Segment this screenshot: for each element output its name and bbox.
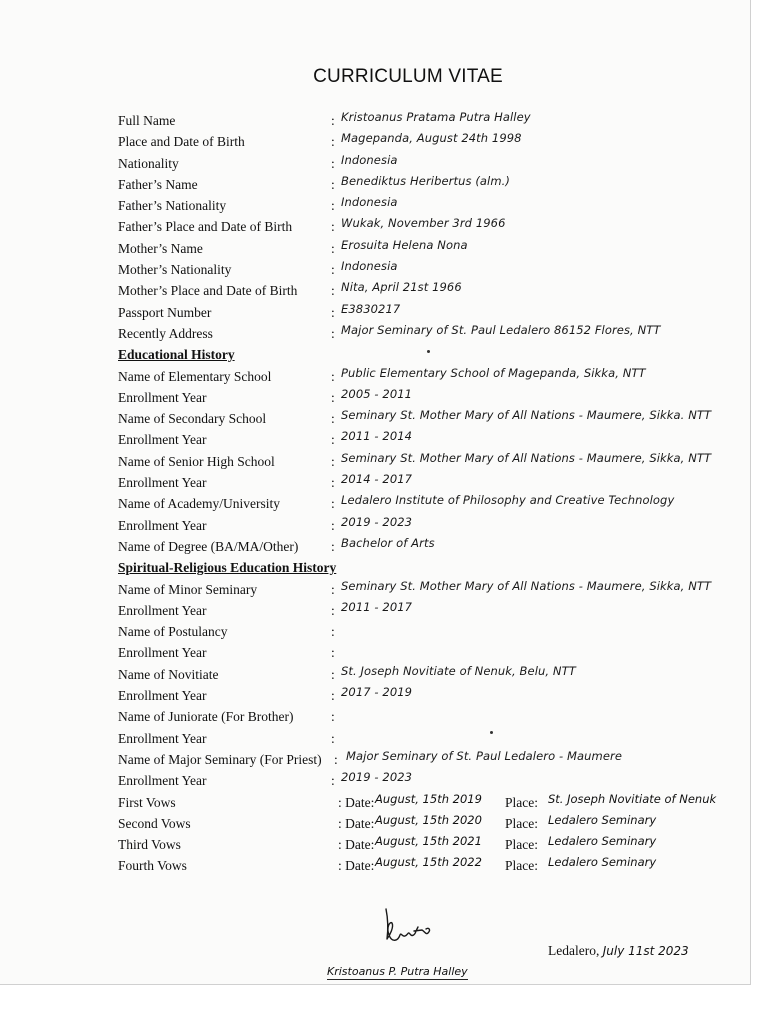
- field-colon: :: [331, 304, 335, 320]
- field-minor-seminary: [118, 579, 748, 600]
- field-label: Name of Minor Seminary: [118, 581, 258, 597]
- field-label: Recently Address: [118, 325, 213, 341]
- field-value: 2005 - 2011: [341, 386, 413, 401]
- field-colon: :: [331, 688, 335, 704]
- field-colon: :: [331, 198, 335, 214]
- field-value: Kristoanus Pratama Putra Halley: [341, 110, 531, 124]
- scan-speck: [427, 350, 430, 353]
- vow-date: August, 15th 2020: [375, 812, 482, 827]
- field-label: Enrollment Year: [118, 645, 207, 661]
- field-value: Nita, April 21st 1966: [341, 280, 462, 295]
- field-value: Seminary St. Mother Mary of All Nations - Maumere, Sikka, NTT: [341, 450, 712, 465]
- section-heading: Spiritual-Religious Education History: [118, 560, 337, 576]
- field-degree: [118, 536, 748, 557]
- field-label: Name of Juniorate (For Brother): [118, 709, 294, 725]
- vow-date-label: : Date:: [338, 794, 375, 810]
- field-colon: :: [331, 538, 335, 554]
- field-enrollment-year: [118, 600, 748, 621]
- field-colon: :: [331, 475, 335, 491]
- vow-place: Ledalero Seminary: [548, 855, 657, 870]
- scan-speck: [490, 731, 493, 734]
- field-label: Enrollment Year: [118, 773, 207, 789]
- field-colon: :: [331, 432, 335, 448]
- field-label: Name of Novitiate: [118, 666, 219, 682]
- field-birth: [118, 131, 748, 152]
- field-colon: :: [331, 283, 335, 299]
- field-label: Enrollment Year: [118, 602, 207, 618]
- field-colon: :: [331, 113, 335, 128]
- field-colon: :: [331, 219, 335, 235]
- field-value: 2019 - 2023: [341, 514, 413, 529]
- field-value: 2011 - 2017: [341, 599, 413, 614]
- field-value: Seminary St. Mother Mary of All Nations - Maumere, Sikka. NTT: [341, 408, 712, 423]
- field-value: 2011 - 2014: [341, 429, 413, 444]
- field-value: Major Seminary of St. Paul Ledalero 86152 Flores, NTT: [341, 322, 661, 337]
- vow-date: August, 15th 2021: [375, 834, 482, 849]
- field-label: Father’s Name: [118, 176, 198, 192]
- field-colon: :: [331, 453, 335, 469]
- field-label: Passport Number: [118, 304, 212, 320]
- signature-name: Kristoanus P. Putra Halley: [327, 965, 468, 978]
- field-mother-name: [118, 238, 748, 259]
- field-value: Ledalero Institute of Philosophy and Creative Technology: [341, 493, 675, 508]
- field-value: Bachelor of Arts: [341, 535, 435, 550]
- field-colon: :: [331, 155, 335, 171]
- field-value: Erosuita Helena Nona: [341, 237, 468, 252]
- field-colon: :: [331, 389, 335, 405]
- field-label: Enrollment Year: [118, 389, 207, 405]
- field-label: Nationality: [118, 155, 179, 171]
- vow-date-label: : Date:: [338, 837, 375, 853]
- field-address: [118, 323, 748, 344]
- vow-label: First Vows: [118, 794, 176, 810]
- field-colon: :: [334, 751, 338, 767]
- field-university: [118, 493, 748, 514]
- vow-place-label: Place:: [505, 815, 538, 831]
- field-label: Mother’s Place and Date of Birth: [118, 283, 298, 299]
- cv-fields: [118, 110, 748, 877]
- field-label: Enrollment Year: [118, 730, 207, 746]
- field-value: Indonesia: [341, 152, 398, 167]
- vow-place-label: Place:: [505, 837, 538, 853]
- field-juniorate: [118, 706, 748, 727]
- field-value: 2017 - 2019: [341, 685, 413, 700]
- field-colon: :: [331, 709, 335, 725]
- field-value: Benediktus Heribertus (alm.): [341, 173, 510, 188]
- field-father-name: [118, 174, 748, 195]
- field-colon: :: [331, 325, 335, 341]
- field-label: Name of Major Seminary (For Priest): [118, 751, 322, 767]
- field-label: Full Name: [118, 113, 176, 128]
- vow-place-label: Place:: [505, 858, 538, 874]
- field-value: Wukak, November 3rd 1966: [341, 216, 506, 231]
- field-postulancy: [118, 621, 748, 642]
- vow-fourth: [118, 855, 748, 876]
- page-title: CURRICULUM VITAE: [313, 66, 503, 87]
- field-colon: :: [331, 581, 335, 597]
- field-label: Name of Secondary School: [118, 411, 267, 427]
- field-label: Name of Degree (BA/MA/Other): [118, 538, 299, 554]
- field-value: 2019 - 2023: [341, 770, 413, 785]
- field-label: Name of Senior High School: [118, 453, 275, 469]
- field-elementary-school: [118, 366, 748, 387]
- field-label: Name of Elementary School: [118, 368, 272, 384]
- field-value: Major Seminary of St. Paul Ledalero - Maumere: [346, 748, 623, 763]
- vow-date-label: : Date:: [338, 815, 375, 831]
- field-value: Indonesia: [341, 259, 398, 274]
- signing-date: July 11st 2023: [602, 944, 689, 958]
- vow-date-label: : Date:: [338, 858, 375, 874]
- field-colon: :: [331, 666, 335, 682]
- field-value: E3830217: [341, 301, 401, 316]
- vow-place: Ledalero Seminary: [548, 812, 657, 827]
- field-label: Place and Date of Birth: [118, 134, 245, 150]
- field-colon: :: [331, 240, 335, 256]
- field-colon: :: [331, 517, 335, 533]
- field-colon: :: [331, 730, 335, 746]
- vow-place-label: Place:: [505, 794, 538, 810]
- field-colon: :: [331, 262, 335, 278]
- field-label: Enrollment Year: [118, 475, 207, 491]
- place-and-date: [548, 943, 689, 959]
- field-colon: :: [331, 645, 335, 661]
- field-value: 2014 - 2017: [341, 472, 413, 487]
- field-value: Seminary St. Mother Mary of All Nations - Maumere, Sikka, NTT: [341, 578, 712, 593]
- vow-label: Second Vows: [118, 815, 191, 831]
- field-novitiate: [118, 664, 748, 685]
- section-heading: Educational History: [118, 347, 235, 363]
- field-label: Father’s Place and Date of Birth: [118, 219, 293, 235]
- place-label: Ledalero,: [548, 943, 600, 958]
- vow-label: Fourth Vows: [118, 858, 187, 874]
- field-colon: :: [331, 773, 335, 789]
- field-label: Mother’s Nationality: [118, 262, 232, 278]
- field-mother-birth: [118, 280, 748, 301]
- field-label: Name of Postulancy: [118, 624, 228, 640]
- signature-mark: [380, 905, 440, 955]
- field-colon: :: [331, 624, 335, 640]
- field-colon: :: [331, 411, 335, 427]
- field-value: St. Joseph Novitiate of Nenuk, Belu, NTT: [341, 663, 576, 678]
- field-label: Father’s Nationality: [118, 198, 227, 214]
- field-label: Mother’s Name: [118, 240, 203, 256]
- field-label: Enrollment Year: [118, 517, 207, 533]
- field-senior-high-school: [118, 451, 748, 472]
- field-label: Enrollment Year: [118, 688, 207, 704]
- vow-date: August, 15th 2022: [375, 855, 482, 870]
- field-label: Name of Academy/University: [118, 496, 280, 512]
- field-value: Indonesia: [341, 195, 398, 210]
- vow-place: St. Joseph Novitiate of Nenuk: [548, 791, 717, 806]
- field-colon: :: [331, 368, 335, 384]
- field-colon: :: [331, 134, 335, 150]
- vow-label: Third Vows: [118, 837, 181, 853]
- field-label: Enrollment Year: [118, 432, 207, 448]
- vow-date: August, 15th 2019: [375, 791, 482, 806]
- field-colon: :: [331, 602, 335, 618]
- field-value: Magepanda, August 24th 1998: [341, 131, 522, 146]
- field-enrollment-year: [118, 685, 748, 706]
- vow-place: Ledalero Seminary: [548, 834, 657, 849]
- field-colon: :: [331, 496, 335, 512]
- field-major-seminary: [118, 749, 748, 770]
- field-colon: :: [331, 176, 335, 192]
- field-value: Public Elementary School of Magepanda, Sikka, NTT: [341, 365, 646, 380]
- field-secondary-school: [118, 408, 748, 429]
